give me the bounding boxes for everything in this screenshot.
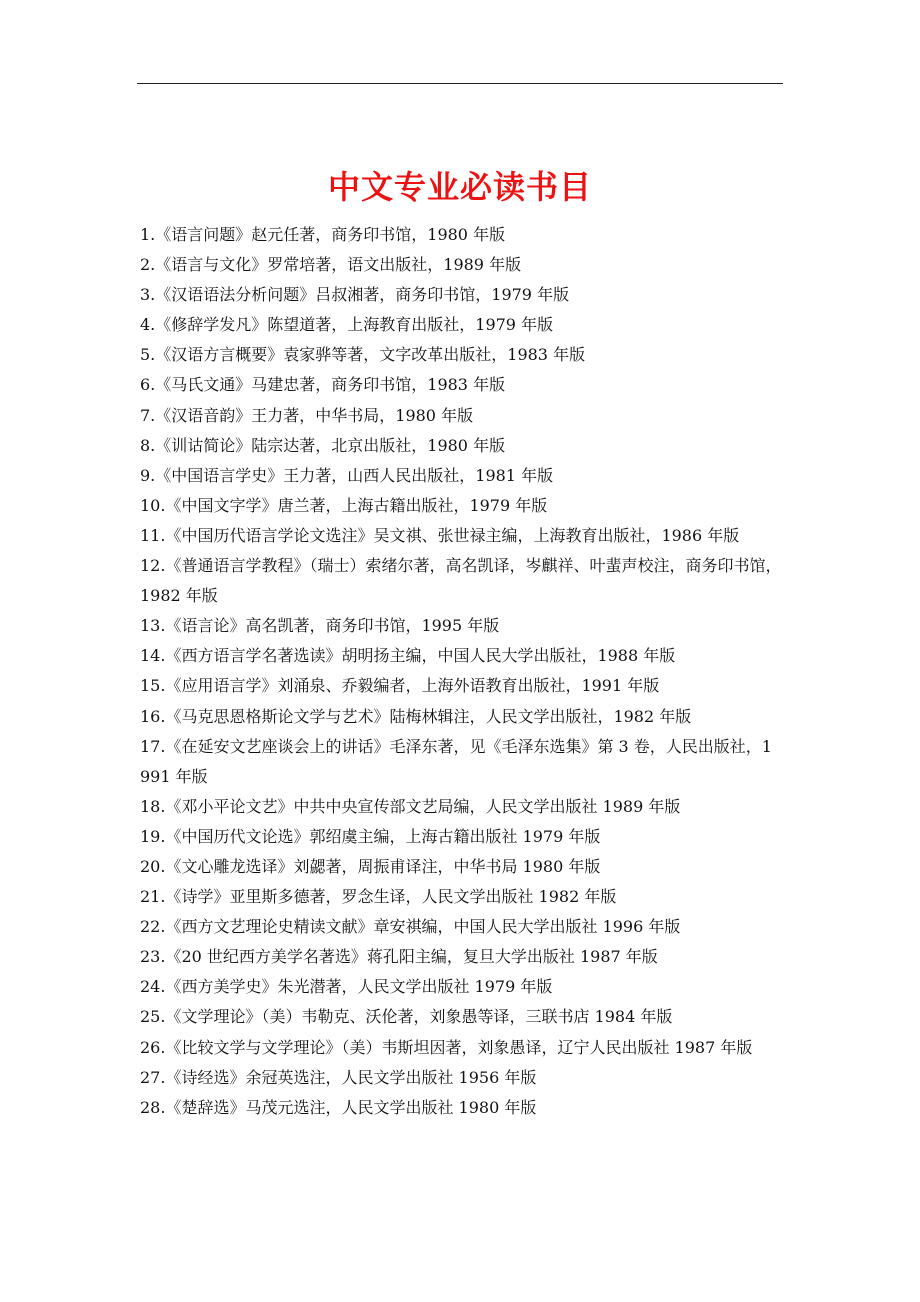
list-item: 3.《汉语语法分析问题》吕叔湘著，商务印书馆，1979 年版 [140, 285, 570, 305]
list-item: 18.《邓小平论文艺》中共中央宣传部文艺局编，人民文学出版社 1989 年版 [140, 796, 681, 816]
list-item: 5.《汉语方言概要》袁家骅等著，文字改革出版社，1983 年版 [140, 345, 586, 365]
list-item: 12.《普通语言学教程》（瑞士）索绪尔著，高名凯译，岑麒祥、叶蜚声校注，商务印书馆，1982 年版 [140, 556, 782, 606]
list-item: 9.《中国语言学史》王力著，山西人民出版社，1981 年版 [140, 465, 554, 485]
list-item: 6.《马氏文通》马建忠著，商务印书馆，1983 年版 [140, 375, 506, 395]
list-item: 1.《语言问题》赵元任著，商务印书馆，1980 年版 [140, 225, 506, 244]
list-item: 11.《中国历代语言学论文选注》吴文祺、张世禄主编，上海教育出版社，1986 年版 [140, 525, 740, 545]
list-item: 8.《训诂简论》陆宗达著，北京出版社，1980 年版 [140, 435, 506, 455]
list-item: 14.《西方语言学名著选读》胡明扬主编，中国人民大学出版社，1988 年版 [140, 646, 676, 666]
list-item: 2.《语言与文化》罗常培著，语文出版社，1989 年版 [140, 255, 522, 275]
list-item: 24.《西方美学史》朱光潜著，人民文学出版社 1979 年版 [140, 977, 553, 997]
list-item: 13.《语言论》高名凯著，商务印书馆，1995 年版 [140, 616, 500, 636]
list-item: 28.《楚辞选》马茂元选注，人民文学出版社 1980 年版 [140, 1097, 537, 1117]
list-item: 10.《中国文字学》唐兰著，上海古籍出版社，1979 年版 [140, 495, 548, 515]
list-item: 4.《修辞学发凡》陈望道著，上海教育出版社，1979 年版 [140, 315, 554, 335]
list-item: 19.《中国历代文论选》郭绍虞主编，上海古籍出版社 1979 年版 [140, 826, 601, 846]
list-item: 21.《诗学》亚里斯多德著，罗念生译，人民文学出版社 1982 年版 [140, 887, 617, 907]
list-item: 17.《在延安文艺座谈会上的讲话》毛泽东著，见《毛泽东选集》第 3 卷，人民出版社，1991 年版 [140, 736, 772, 786]
list-item: 25.《文学理论》（美）韦勒克、沃伦著，刘象愚等译，三联书店 1984 年版 [140, 1007, 673, 1027]
list-item: 20.《文心雕龙选译》刘勰著，周振甫译注，中华书局 1980 年版 [140, 856, 601, 876]
list-item: 23.《20 世纪西方美学名著选》蒋孔阳主编，复旦大学出版社 1987 年版 [140, 947, 658, 967]
header-rule [137, 83, 783, 84]
list-item: 16.《马克思恩格斯论文学与艺术》陆梅林辑注，人民文学出版社，1982 年版 [140, 706, 692, 726]
book-list [140, 220, 782, 1123]
list-item: 22.《西方文艺理论史精读文献》章安祺编，中国人民大学出版社 1996 年版 [140, 917, 681, 937]
list-item: 26.《比较文学与文学理论》（美）韦斯坦因著，刘象愚译，辽宁人民出版社 1987 年版 [140, 1037, 753, 1057]
list-item: 7.《汉语音韵》王力著，中华书局，1980 年版 [140, 405, 474, 425]
list-item: 27.《诗经选》余冠英选注，人民文学出版社 1956 年版 [140, 1067, 537, 1087]
list-item: 15.《应用语言学》刘涌泉、乔毅编者，上海外语教育出版社，1991 年版 [140, 676, 660, 696]
page-title: 中文专业必读书目 [327, 168, 592, 207]
